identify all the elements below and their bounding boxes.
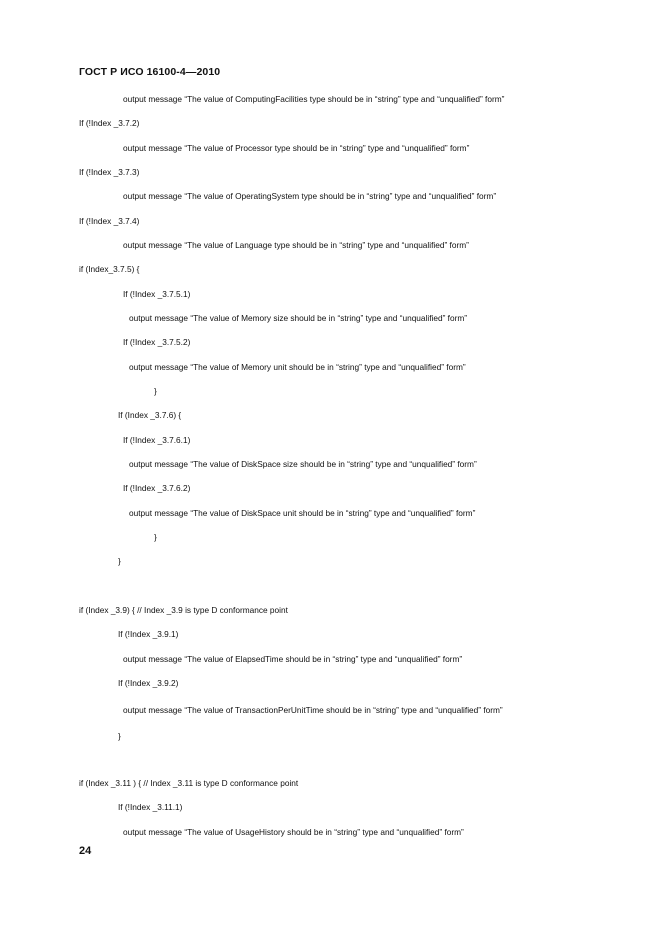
code-line-23: output message “The value of ElapsedTime should be in “string” type and “unqualified” form” (123, 654, 463, 664)
code-line-11: If (!Index _3.7.5.2) (123, 337, 191, 347)
code-line-7: output message “The value of Language type should be in “string” type and “unqualified” form” (123, 240, 469, 250)
code-line-10: output message “The value of Memory size should be in “string” type and “unqualified” form” (129, 313, 468, 323)
code-line-13: } (154, 386, 157, 396)
code-line-3: output message “The value of Processor type should be in “string” type and “unqualified” form” (123, 143, 470, 153)
code-line-24: If (!Index _3.9.2) (118, 678, 179, 688)
code-line-18: output message “The value of DiskSpace unit should be in “string” type and “unqualified” form” (129, 508, 476, 518)
code-line-12: output message “The value of Memory unit should be in “string” type and “unqualified” form” (129, 362, 466, 372)
code-line-20: } (118, 556, 121, 566)
code-line-9: If (!Index _3.7.5.1) (123, 289, 191, 299)
code-line-25: output message “The value of TransactionPerUnitTime should be in “string” type and “unqualified” form” (123, 705, 503, 715)
code-line-4: If (!Index _3.7.3) (79, 167, 140, 177)
code-line-8: if (Index_3.7.5) { (79, 264, 140, 274)
page-number: 24 (79, 845, 92, 857)
code-line-19: } (154, 532, 157, 542)
code-line-14: If (Index _3.7.6) { (118, 410, 182, 420)
code-line-21: if (Index _3.9) { // Index _3.9 is type D conformance point (79, 605, 288, 615)
code-line-27: if (Index _3.11 ) { // Index _3.11 is type D conformance point (79, 778, 299, 788)
code-line-1: output message “The value of ComputingFacilities type should be in “string” type and “unqualified” form” (123, 94, 505, 104)
code-line-29: output message “The value of UsageHistory should be in “string” type and “unqualified” form” (123, 827, 464, 837)
code-line-28: If (!Index _3.11.1) (118, 802, 183, 812)
code-line-26: } (118, 731, 121, 741)
code-line-2: If (!Index _3.7.2) (79, 118, 140, 128)
code-line-22: If (!Index _3.9.1) (118, 629, 179, 639)
code-line-6: If (!Index _3.7.4) (79, 216, 140, 226)
document-header-title: ГОСТ Р ИСО 16100-4—2010 (79, 66, 221, 78)
code-line-17: If (!Index _3.7.6.2) (123, 483, 191, 493)
code-line-15: If (!Index _3.7.6.1) (123, 435, 191, 445)
code-line-16: output message “The value of DiskSpace size should be in “string” type and “unqualified” form” (129, 459, 477, 469)
code-line-5: output message “The value of OperatingSystem type should be in “string” type and “unqualified” form” (123, 191, 497, 201)
